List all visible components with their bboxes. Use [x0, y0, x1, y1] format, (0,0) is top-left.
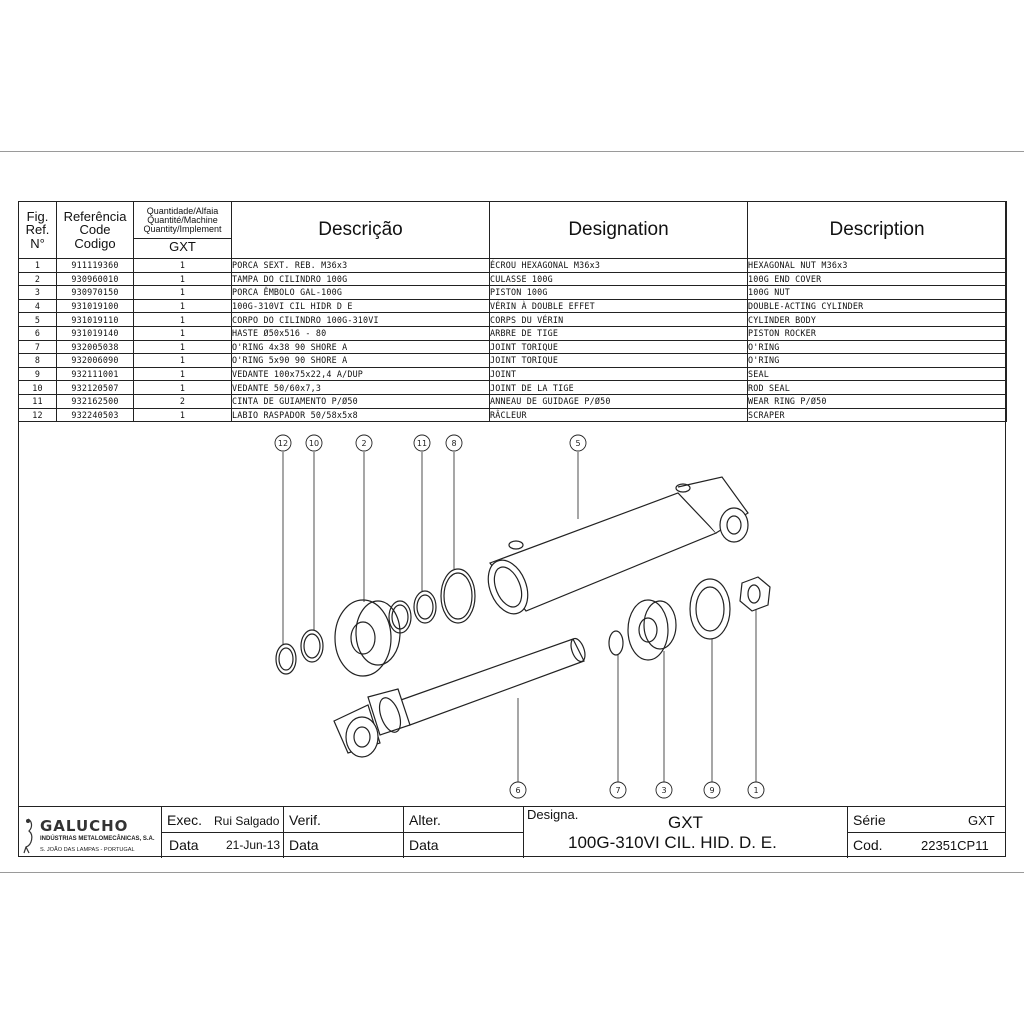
- part-quantity: 1: [134, 259, 232, 273]
- part-code: 930970150: [57, 286, 134, 300]
- part-descricao: VEDANTE 100x75x22,4 A/DUP: [232, 367, 490, 381]
- part-description: SEAL: [748, 367, 1007, 381]
- table-row: [19, 354, 1007, 368]
- table-row: [19, 299, 1007, 313]
- part-descricao: VEDANTE 50/60x7,3: [232, 381, 490, 395]
- part-number: 7: [19, 340, 57, 354]
- part-code: 911119360: [57, 259, 134, 273]
- table-row: [19, 272, 1007, 286]
- serie-label: Série: [853, 812, 886, 828]
- part-code: 932006090: [57, 354, 134, 368]
- part-code: 931019100: [57, 299, 134, 313]
- part-code: 931019140: [57, 326, 134, 340]
- part-description: DOUBLE-ACTING CYLINDER: [748, 299, 1007, 313]
- part-designation: ARBRE DE TIGE: [490, 326, 748, 340]
- designa-line-1: GXT: [668, 813, 703, 832]
- part-quantity: 1: [134, 367, 232, 381]
- callout-number: 10: [308, 439, 320, 448]
- company-location: S. JOÃO DAS LAMPAS - PORTUGAL: [40, 847, 135, 853]
- callout-number: 11: [416, 439, 428, 448]
- table-row: [19, 367, 1007, 381]
- part-number: 10: [19, 381, 57, 395]
- table-row: [19, 381, 1007, 395]
- part-quantity: 2: [134, 394, 232, 408]
- part-number: 1: [19, 259, 57, 273]
- exec-label: Exec.: [167, 812, 203, 828]
- part-descricao: HASTE Ø50x516 - 80: [232, 326, 490, 340]
- part-description: O'RING: [748, 354, 1007, 368]
- part-number: 3: [19, 286, 57, 300]
- o-ring-large: [441, 569, 475, 623]
- verif-label: Verif.: [289, 812, 321, 828]
- company-name: INDÚSTRIAS METALOMECÂNICAS, S.A.: [40, 836, 155, 842]
- part-designation: ÉCROU HEXAGONAL M36x3: [490, 259, 748, 273]
- header-designation: Designation: [490, 202, 748, 259]
- header-quantity-gxt: GXT: [134, 238, 231, 254]
- part-code: 930960010: [57, 272, 134, 286]
- exploded-view-drawing: [18, 425, 1006, 805]
- table-row: [19, 340, 1007, 354]
- part-quantity: 1: [134, 326, 232, 340]
- part-quantity: 1: [134, 340, 232, 354]
- part-designation: PISTON 100G: [490, 286, 748, 300]
- part-descricao: 100G-310VI CIL HIDR D E: [232, 299, 490, 313]
- alter-label: Alter.: [409, 812, 441, 828]
- header-reference: Referência Code Codigo: [57, 202, 134, 259]
- part-designation: JOINT DE LA TIGE: [490, 381, 748, 395]
- callout-number: 7: [615, 786, 621, 795]
- part-descricao: TAMPA DO CILINDRO 100G: [232, 272, 490, 286]
- brand-name: GALUCHO: [40, 817, 129, 835]
- part-number: 2: [19, 272, 57, 286]
- part-description: O'RING: [748, 340, 1007, 354]
- cod-label: Cod.: [853, 837, 883, 853]
- part-number: 8: [19, 354, 57, 368]
- company-logo: [20, 811, 160, 855]
- rooster-icon: [20, 815, 36, 855]
- hex-nut: [740, 577, 770, 611]
- part-quantity: 1: [134, 286, 232, 300]
- designa-label: Designa.: [527, 807, 579, 822]
- part-description: WEAR RING P/Ø50: [748, 394, 1007, 408]
- callout-number: 12: [277, 439, 289, 448]
- part-quantity: 1: [134, 354, 232, 368]
- designa-line-2: 100G-310VI CIL. HID. D. E.: [568, 833, 777, 852]
- part-number: 6: [19, 326, 57, 340]
- part-description: ROD SEAL: [748, 381, 1007, 395]
- callout-number: 6: [515, 786, 521, 795]
- alter-date-label: Data: [409, 837, 439, 853]
- part-number: 11: [19, 394, 57, 408]
- table-row: [19, 326, 1007, 340]
- part-code: 932120507: [57, 381, 134, 395]
- part-designation: ANNEAU DE GUIDAGE P/Ø50: [490, 394, 748, 408]
- part-code: 932240503: [57, 408, 134, 422]
- exec-date-value: 21-Jun-13: [226, 838, 281, 852]
- callout-number: 1: [753, 786, 759, 795]
- table-row: [19, 408, 1007, 422]
- part-designation: CORPS DU VÉRIN: [490, 313, 748, 327]
- part-description: HEXAGONAL NUT M36x3: [748, 259, 1007, 273]
- title-block: [18, 806, 1006, 858]
- callout-number: 9: [709, 786, 715, 795]
- cylinder-body: [481, 477, 748, 620]
- callout-number: 5: [575, 439, 581, 448]
- part-designation: JOINT TORIQUE: [490, 340, 748, 354]
- callout-number: 2: [361, 439, 367, 448]
- part-number: 5: [19, 313, 57, 327]
- part-description: PISTON ROCKER: [748, 326, 1007, 340]
- header-descricao: Descrição: [232, 202, 490, 259]
- part-descricao: LABIO RASPADOR 50/58x5x8: [232, 408, 490, 422]
- part-description: SCRAPER: [748, 408, 1007, 422]
- part-designation: RÂCLEUR: [490, 408, 748, 422]
- part-descricao: CORPO DO CILINDRO 100G-310VI: [232, 313, 490, 327]
- table-row: [19, 286, 1007, 300]
- part-quantity: 1: [134, 299, 232, 313]
- header-quantity: Quantidade/Alfaia Quantité/Machine Quantity/Implement GXT: [134, 202, 232, 259]
- table-row: [19, 394, 1007, 408]
- table-row: [19, 313, 1007, 327]
- part-descricao: CINTA DE GUIAMENTO P/Ø50: [232, 394, 490, 408]
- part-number: 12: [19, 408, 57, 422]
- part-description: 100G NUT: [748, 286, 1007, 300]
- part-code: 931019110: [57, 313, 134, 327]
- part-descricao: O'RING 4x38 90 SHORE A: [232, 340, 490, 354]
- part-descricao: PORCA ÊMBOLO GAL-100G: [232, 286, 490, 300]
- part-description: CYLINDER BODY: [748, 313, 1007, 327]
- o-ring-small: [609, 631, 623, 655]
- exec-value: Rui Salgado: [214, 814, 280, 828]
- part-quantity: 1: [134, 272, 232, 286]
- callout-number: 8: [451, 439, 457, 448]
- serie-value: GXT: [968, 813, 995, 828]
- header-description: Description: [748, 202, 1007, 259]
- callout-number: 3: [661, 786, 667, 795]
- part-code: 932111001: [57, 367, 134, 381]
- header-fig-ref: Fig. Ref. N°: [19, 202, 57, 259]
- part-description: 100G END COVER: [748, 272, 1007, 286]
- part-code: 932005038: [57, 340, 134, 354]
- table-row: [19, 259, 1007, 273]
- part-descricao: PORCA SEXT. REB. M36x3: [232, 259, 490, 273]
- part-quantity: 1: [134, 408, 232, 422]
- exec-date-label: Data: [169, 837, 199, 853]
- parts-table: [18, 201, 1007, 422]
- cod-value: 22351CP11: [921, 838, 989, 853]
- part-descricao: O'RING 5x90 90 SHORE A: [232, 354, 490, 368]
- part-quantity: 1: [134, 313, 232, 327]
- part-designation: CULASSE 100G: [490, 272, 748, 286]
- part-designation: JOINT TORIQUE: [490, 354, 748, 368]
- part-designation: VÉRIN À DOUBLE EFFET: [490, 299, 748, 313]
- piston: [628, 600, 676, 660]
- part-designation: JOINT: [490, 367, 748, 381]
- part-quantity: 1: [134, 381, 232, 395]
- part-code: 932162500: [57, 394, 134, 408]
- part-number: 9: [19, 367, 57, 381]
- part-number: 4: [19, 299, 57, 313]
- verif-date-label: Data: [289, 837, 319, 853]
